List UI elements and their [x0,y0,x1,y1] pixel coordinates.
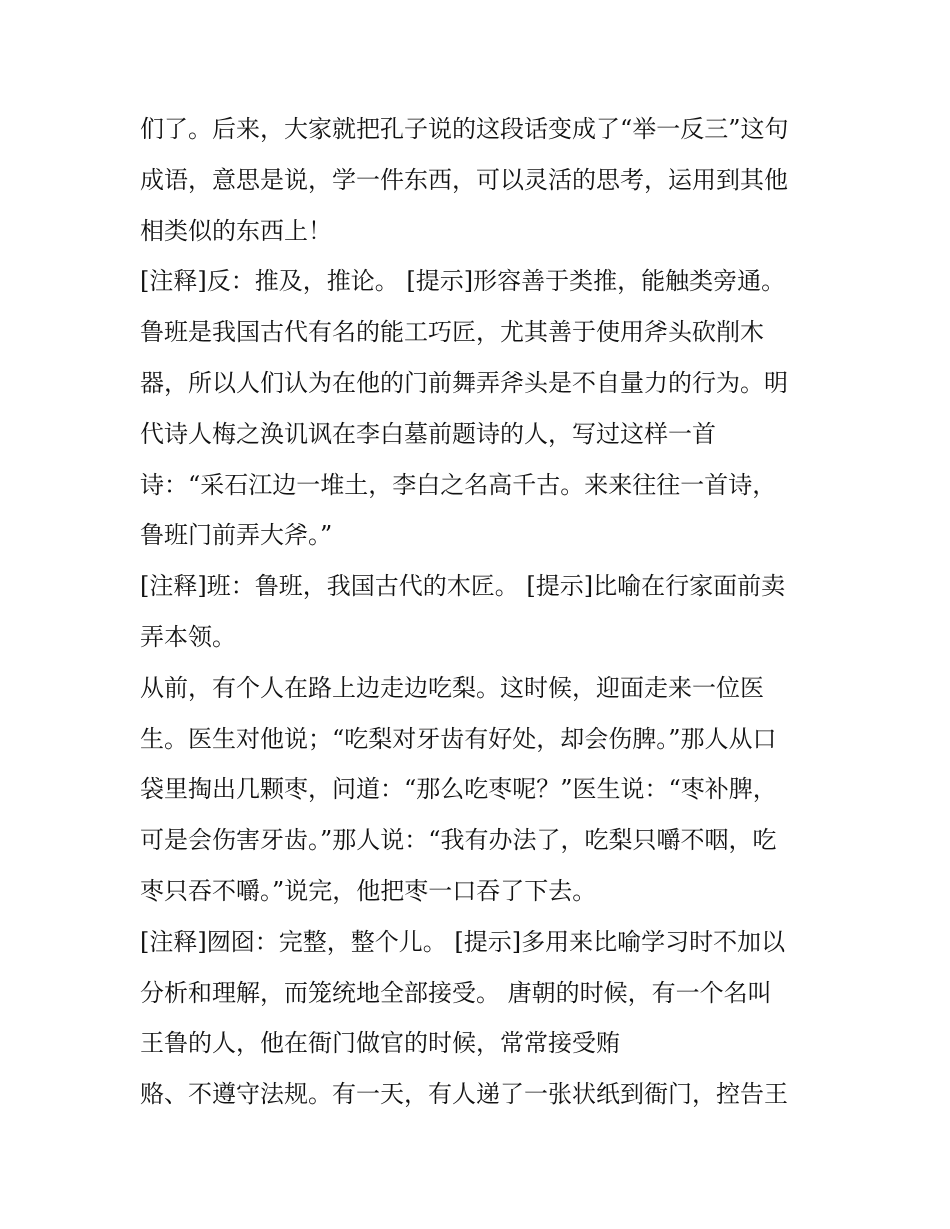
text-line: 生。医生对他说；“吃梨对牙齿有好处，却会伤脾。”那人从口 [140,724,777,753]
text-line: 鲁班门前弄大斧。” [140,521,333,550]
text-line: [注释]班：鲁班，我国古代的木匠。 [提示]比喻在行家面前卖 [140,572,786,601]
text-line: 成语，意思是说，学一件东西，可以灵活的思考，运用到其他 [140,165,788,194]
text-line: [注释]反：推及，推论。 [提示]形容善于类推，能触类旁通。 [140,267,786,296]
text-line: 赂、不遵守法规。有一天，有人递了一张状纸到衙门，控告王 [140,1080,788,1109]
text-line: [注释]囫囵：完整，整个儿。 [提示]多用来比喻学习时不加以 [140,927,786,956]
text-line: 器，所以人们认为在他的门前舞弄斧头是不自量力的行为。明 [140,368,788,397]
text-line: 鲁班是我国古代有名的能工巧匠，尤其善于使用斧头砍削木 [140,318,764,347]
text-line: 代诗人梅之涣讥讽在李白墓前题诗的人，写过这样一首 [140,419,716,448]
text-line: 可是会伤害牙齿。”那人说：“我有办法了，吃梨只嚼不咽，吃 [140,826,777,855]
text-line: 从前，有个人在路上边走边吃梨。这时候，迎面走来一位医 [140,673,764,702]
text-line: 相类似的东西上！ [140,216,332,245]
text-line: 袋里掏出几颗枣，问道：“那么吃枣呢？”医生说：“枣补脾， [140,775,777,804]
text-line: 枣只吞不嚼。”说完，他把枣一口吞了下去。 [140,876,597,905]
text-line: 分析和理解，而笼统地全部接受。 唐朝的时候，有一个名叫 [140,978,772,1007]
document-body [140,104,830,1120]
text-line: 王鲁的人，他在衙门做官的时候，常常接受贿 [140,1029,620,1058]
text-line: 诗：“采石江边一堆土，李白之名高千古。来来往往一首诗， [140,470,777,499]
text-line: 们了。后来，大家就把孔子说的这段话变成了“举一反三”这句 [140,115,789,143]
text-line: 弄本领。 [140,622,236,651]
